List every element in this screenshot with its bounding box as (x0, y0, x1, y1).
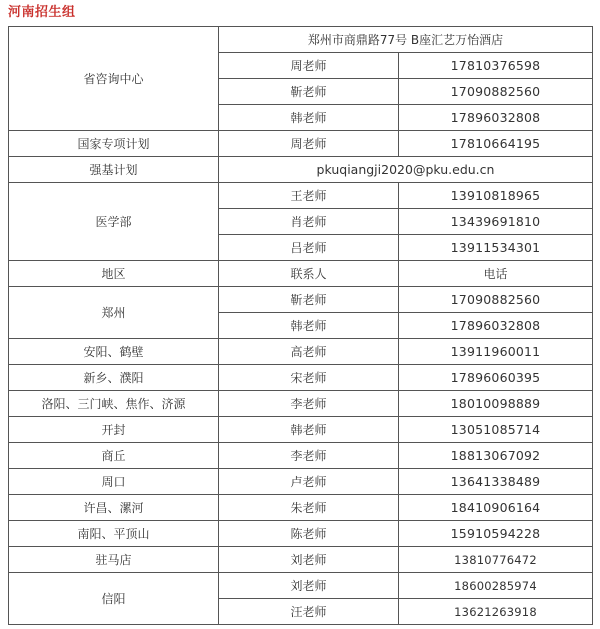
region-cell: 医学部 (9, 183, 219, 261)
email-cell: pkuqiangji2020@pku.edu.cn (219, 157, 593, 183)
phone-number: 18600285974 (399, 573, 593, 599)
region-cell: 商丘 (9, 443, 219, 469)
table-row (9, 287, 593, 313)
phone-number: 13439691810 (399, 209, 593, 235)
phone-number: 17896032808 (399, 105, 593, 131)
phone-number: 17090882560 (399, 287, 593, 313)
phone-number: 18410906164 (399, 495, 593, 521)
phone-number: 13641338489 (399, 469, 593, 495)
region-cell: 许昌、漯河 (9, 495, 219, 521)
phone-number: 17090882560 (399, 79, 593, 105)
contact-name: 靳老师 (219, 79, 399, 105)
table-header-row (9, 261, 593, 287)
table-row (9, 339, 593, 365)
region-cell: 驻马店 (9, 547, 219, 573)
table-row (9, 573, 593, 599)
table-row (9, 495, 593, 521)
page-title: 河南招生组 (8, 5, 76, 20)
table-row (9, 443, 593, 469)
region-cell: 周口 (9, 469, 219, 495)
contact-name: 陈老师 (219, 521, 399, 547)
region-cell: 南阳、平顶山 (9, 521, 219, 547)
phone-number: 15910594228 (399, 521, 593, 547)
region-cell: 强基计划 (9, 157, 219, 183)
table-row (9, 183, 593, 209)
contact-name: 韩老师 (219, 313, 399, 339)
phone-number: 17810664195 (399, 131, 593, 157)
region-cell: 信阳 (9, 573, 219, 625)
contact-name: 朱老师 (219, 495, 399, 521)
phone-number: 13051085714 (399, 417, 593, 443)
phone-number: 13911534301 (399, 235, 593, 261)
contact-name: 卢老师 (219, 469, 399, 495)
phone-number: 18010098889 (399, 391, 593, 417)
region-cell: 郑州 (9, 287, 219, 339)
contact-name: 肖老师 (219, 209, 399, 235)
contact-name: 周老师 (219, 53, 399, 79)
phone-number: 13810776472 (399, 547, 593, 573)
contact-name: 宋老师 (219, 365, 399, 391)
contact-name: 韩老师 (219, 105, 399, 131)
region-cell: 洛阳、三门峡、焦作、济源 (9, 391, 219, 417)
header-phone: 电话 (399, 261, 593, 287)
header-region: 地区 (9, 261, 219, 287)
header-contact: 联系人 (219, 261, 399, 287)
contact-name: 李老师 (219, 391, 399, 417)
contact-name: 汪老师 (219, 599, 399, 625)
table-row (9, 469, 593, 495)
phone-number: 13910818965 (399, 183, 593, 209)
phone-number: 13621263918 (399, 599, 593, 625)
contact-name: 周老师 (219, 131, 399, 157)
contact-name: 王老师 (219, 183, 399, 209)
phone-number: 17896060395 (399, 365, 593, 391)
table-row (9, 27, 593, 53)
table-row (9, 365, 593, 391)
region-cell: 省咨询中心 (9, 27, 219, 131)
contacts-table (8, 26, 593, 625)
contact-name: 刘老师 (219, 573, 399, 599)
contact-name: 吕老师 (219, 235, 399, 261)
contact-name: 韩老师 (219, 417, 399, 443)
table-row (9, 521, 593, 547)
table-row (9, 547, 593, 573)
phone-number: 18813067092 (399, 443, 593, 469)
table-row (9, 417, 593, 443)
table-row (9, 157, 593, 183)
address-cell: 郑州市商鼎路77号 B座汇艺万怡酒店 (219, 27, 593, 53)
contact-name: 李老师 (219, 443, 399, 469)
table-row (9, 391, 593, 417)
region-cell: 新乡、濮阳 (9, 365, 219, 391)
table-row (9, 131, 593, 157)
contact-name: 刘老师 (219, 547, 399, 573)
contact-name: 靳老师 (219, 287, 399, 313)
contact-name: 高老师 (219, 339, 399, 365)
region-cell: 开封 (9, 417, 219, 443)
region-cell: 国家专项计划 (9, 131, 219, 157)
phone-number: 17896032808 (399, 313, 593, 339)
phone-number: 13911960011 (399, 339, 593, 365)
phone-number: 17810376598 (399, 53, 593, 79)
region-cell: 安阳、鹤壁 (9, 339, 219, 365)
